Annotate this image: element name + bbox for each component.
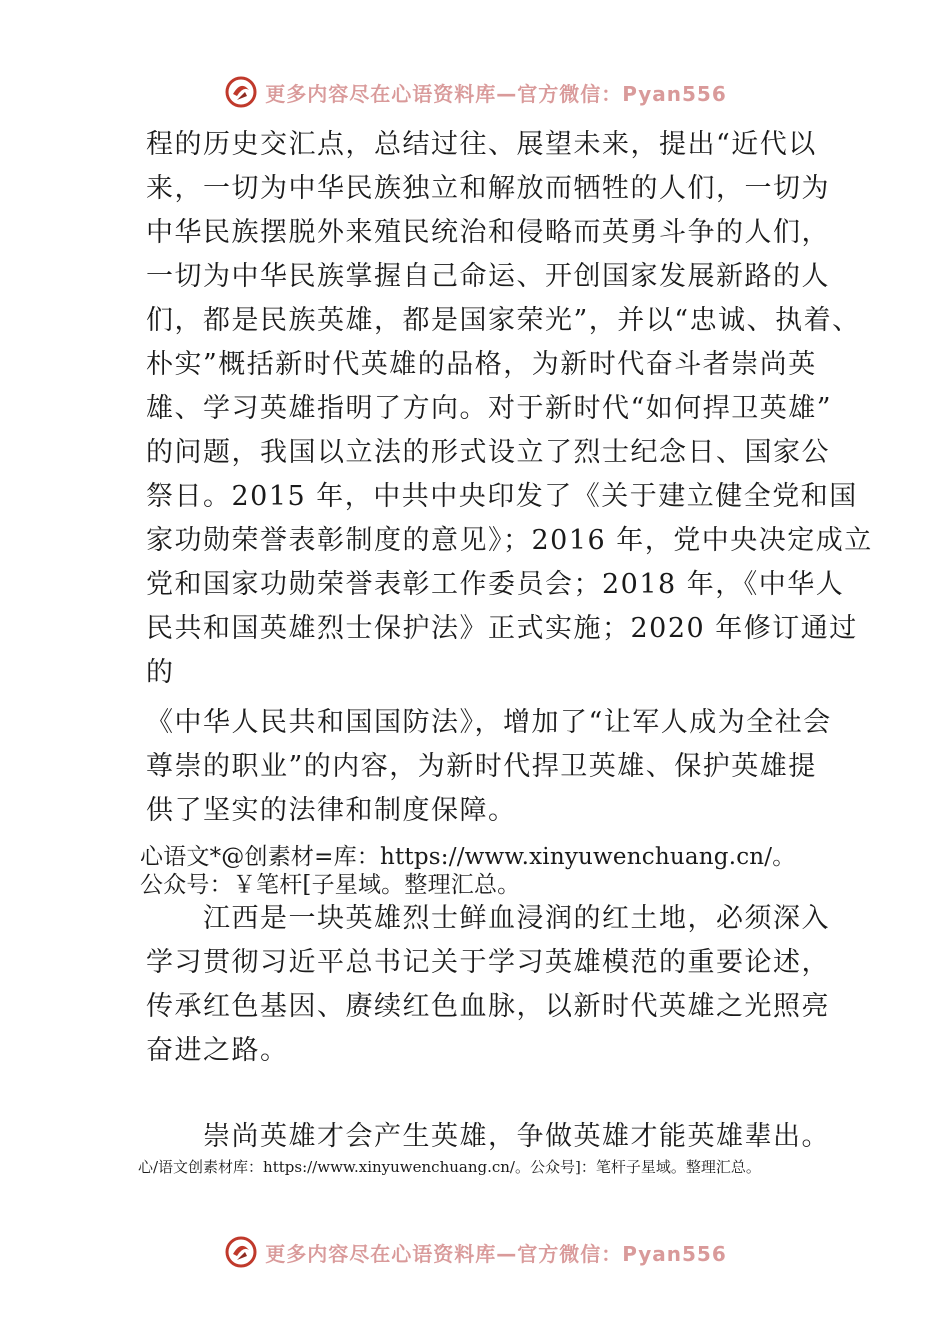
text-line: 的 bbox=[146, 657, 175, 688]
closing-line: 崇尚英雄才会产生英雄，争做英雄才能英雄辈出。 bbox=[146, 1121, 830, 1152]
watermark-footer-line: 心/语文创素材库：https://www.xinyuwenchuang.cn/。公众号]：笔杆子星域。整理汇总。 bbox=[138, 1158, 761, 1176]
text-line: 传承红色基因、赓续红色血脉，以新时代英雄之光照亮 bbox=[146, 991, 830, 1022]
watermark-line: 心语文*@创素材=库：https://www.xinyuwenchuang.cn/。 bbox=[140, 844, 796, 870]
text-line: 党和国家功勋荣誉表彰工作委员会；2018 年，《中华人 bbox=[146, 569, 845, 600]
banner-text: 更多内容尽在心语资料库—官方微信：Pyan556 bbox=[265, 81, 727, 106]
text-line: 祭日。2015 年，中共中央印发了《关于建立健全党和国 bbox=[146, 481, 858, 512]
text-line: 家功勋荣誉表彰制度的意见》；2016 年，党中央决定成立 bbox=[146, 525, 873, 556]
header-banner bbox=[0, 72, 950, 112]
text-line: 尊崇的职业”的内容，为新时代捍卫英雄、保护英雄提 bbox=[146, 751, 817, 782]
watermark-line: 公众号：￥笔杆[子星域。整理汇总。 bbox=[140, 872, 521, 898]
text-line: 们，都是民族英雄，都是国家荣光”，并以“忠诚、执着、 bbox=[146, 305, 861, 336]
text-line: 一切为中华民族掌握自己命运、开创国家发展新路的人 bbox=[146, 261, 830, 292]
text-line: 来，一切为中华民族独立和解放而牺牲的人们，一切为 bbox=[146, 173, 830, 204]
text-line: 学习贯彻习近平总书记关于学习英雄模范的重要论述， bbox=[146, 947, 830, 978]
text-line: 供了坚实的法律和制度保障。 bbox=[146, 795, 517, 826]
text-line: 程的历史交汇点，总结过往、展望未来，提出“近代以 bbox=[146, 129, 817, 160]
text-line: 中华民族摆脱外来殖民统治和侵略而英勇斗争的人们， bbox=[146, 217, 830, 248]
text-line: 奋进之路。 bbox=[146, 1035, 289, 1066]
text-line: 民共和国英雄烈士保护法》正式实施；2020 年修订通过 bbox=[146, 613, 858, 644]
text-line: 江西是一块英雄烈士鲜血浸润的红土地，必须深入 bbox=[146, 903, 830, 934]
brand-logo-icon bbox=[223, 74, 259, 110]
footer-banner bbox=[0, 1232, 950, 1272]
banner-text: 更多内容尽在心语资料库—官方微信：Pyan556 bbox=[265, 1241, 727, 1266]
text-line: 的问题，我国以立法的形式设立了烈士纪念日、国家公 bbox=[146, 437, 830, 468]
text-line: 雄、学习英雄指明了方向。对于新时代“如何捍卫英雄” bbox=[146, 393, 833, 424]
text-line: 朴实”概括新时代英雄的品格，为新时代奋斗者崇尚英 bbox=[146, 349, 817, 380]
brand-logo-icon bbox=[223, 1234, 259, 1270]
text-line: 《中华人民共和国国防法》，增加了“让军人成为全社会 bbox=[146, 707, 832, 738]
